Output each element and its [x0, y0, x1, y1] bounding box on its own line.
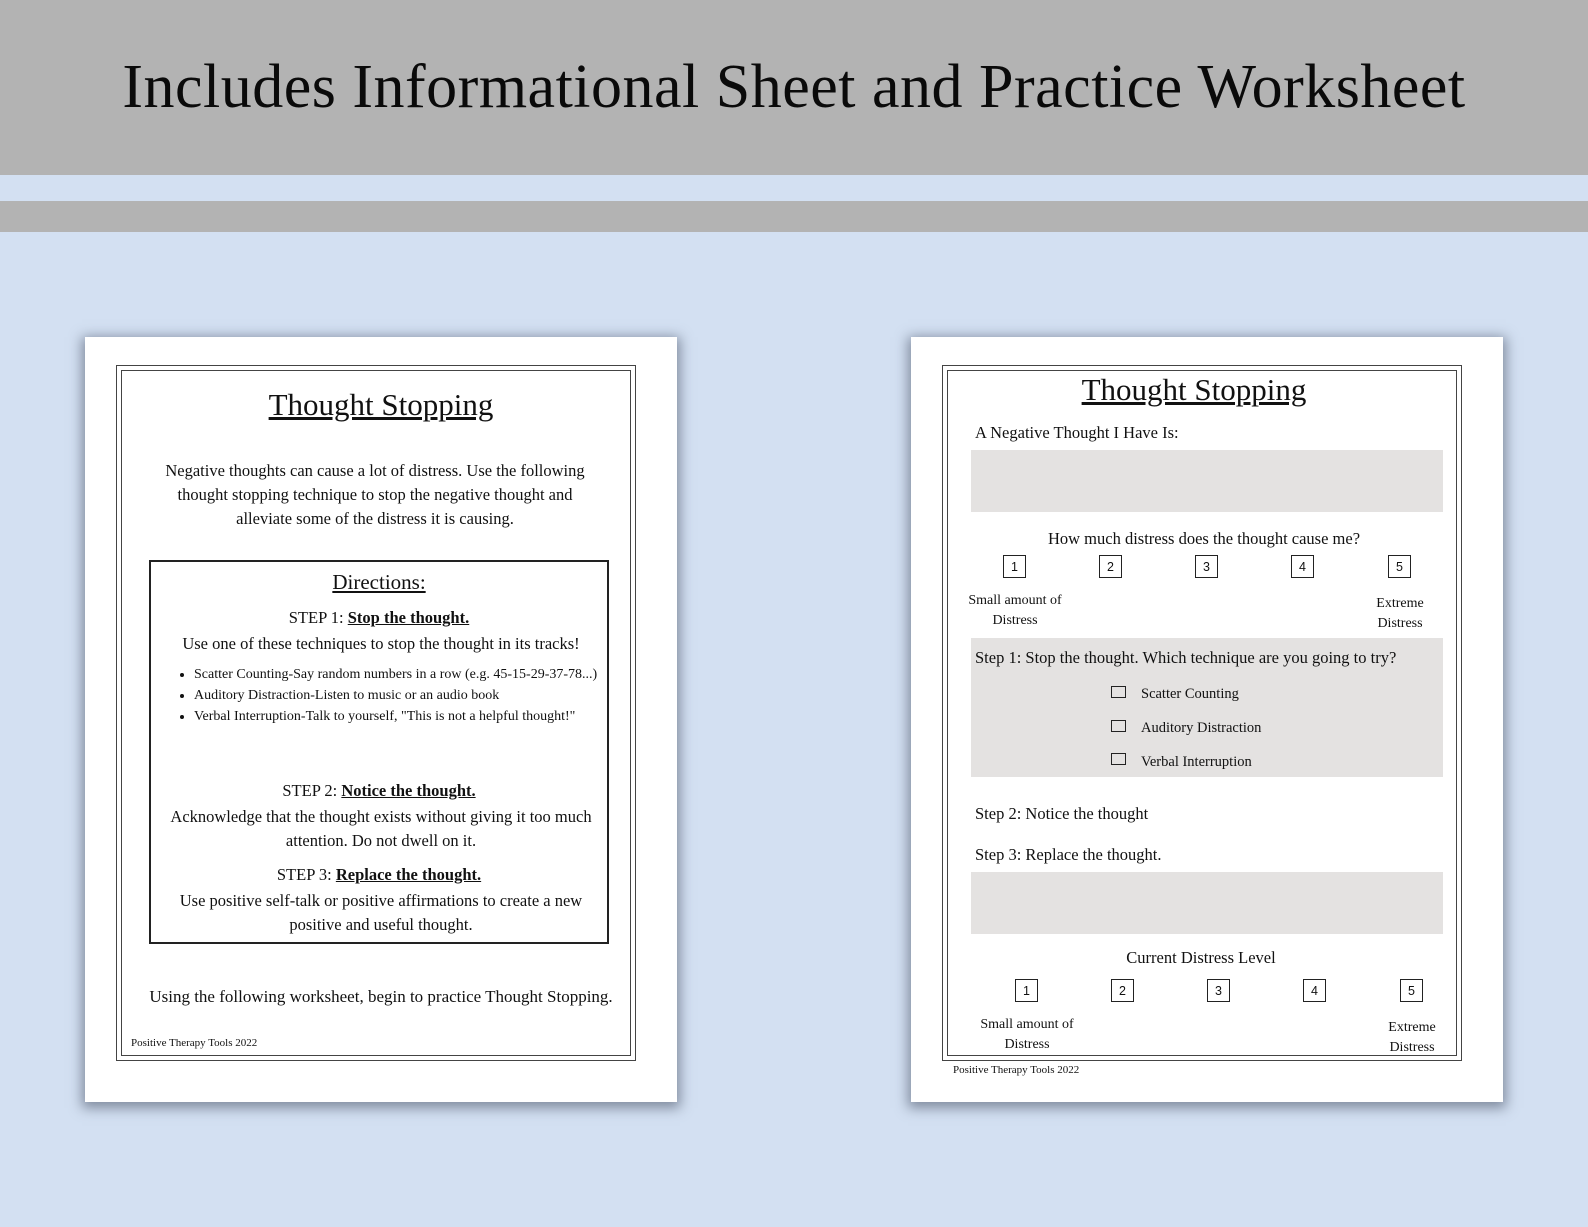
current-rating-3[interactable]: 3	[1207, 979, 1230, 1002]
current-distress-label: Current Distress Level	[1126, 948, 1276, 967]
list-item: • Verbal Interruption-Talk to yourself, "This is not a helpful thought!"	[194, 706, 614, 727]
step2-name: Notice the thought.	[341, 781, 476, 800]
step2-prefix: STEP 2:	[282, 781, 342, 800]
step2-desc: Acknowledge that the thought exists without giving it too much attention. Do not dwell on it.	[170, 807, 592, 850]
banner-stripe	[0, 201, 1588, 232]
step3-heading	[151, 865, 607, 885]
step3-desc: Use positive self-talk or positive affirmations to create a new positive and useful thought.	[179, 891, 583, 934]
step3-label: Step 3: Replace the thought.	[975, 845, 1162, 864]
checkbox-scatter-counting[interactable]	[1111, 686, 1126, 698]
technique-label: Verbal Interruption	[1141, 754, 1252, 770]
checkbox-auditory-distraction[interactable]	[1111, 720, 1126, 732]
step1-prefix: STEP 1:	[288, 608, 348, 627]
scale-high-caption: Extreme Distress	[1376, 596, 1424, 631]
scale-low-caption: Small amount of Distress	[968, 593, 1062, 628]
step2-label: Step 2: Notice the thought	[975, 804, 1149, 823]
banner	[0, 0, 1588, 175]
current-rating-1[interactable]: 1	[1015, 979, 1038, 1002]
checkbox-verbal-interruption[interactable]	[1111, 753, 1126, 765]
current-rating-4[interactable]: 4	[1303, 979, 1326, 1002]
scale-high-caption: Extreme Distress	[1388, 1020, 1436, 1055]
technique-list	[173, 664, 614, 727]
list-item: • Auditory Distraction-Listen to music or an audio book	[194, 685, 614, 706]
worksheet-footer: Positive Therapy Tools 2022	[953, 1064, 1080, 1076]
distress-rating-4[interactable]: 4	[1291, 555, 1314, 578]
scale-low-caption: Small amount of Distress	[980, 1017, 1074, 1052]
technique-label: Scatter Counting	[1141, 686, 1239, 702]
list-item: • Scatter Counting-Say random numbers in a row (e.g. 45-15-29-37-78...)	[194, 664, 614, 685]
current-rating-5[interactable]: 5	[1400, 979, 1423, 1002]
distress-rating-2[interactable]: 2	[1099, 555, 1122, 578]
step3-name: Replace the thought.	[335, 865, 482, 884]
practice-worksheet	[911, 337, 1503, 1102]
info-title: Thought Stopping	[268, 387, 494, 422]
step1-desc: Use one of these techniques to stop the thought in its tracks!	[182, 634, 580, 653]
technique-label: Auditory Distraction	[1141, 720, 1262, 736]
current-rating-2[interactable]: 2	[1111, 979, 1134, 1002]
informational-sheet	[85, 337, 677, 1102]
info-footer: Positive Therapy Tools 2022	[131, 1037, 258, 1049]
directions-heading: Directions:	[332, 570, 426, 594]
distress-question: How much distress does the thought cause me?	[1047, 529, 1361, 548]
info-intro: Negative thoughts can cause a lot of distress. Use the following thought stopping technique to stop the negative thought and alleviate some of the distress it is causing.	[165, 461, 585, 528]
distress-rating-1[interactable]: 1	[1003, 555, 1026, 578]
negative-thought-label: A Negative Thought I Have Is:	[975, 423, 1179, 442]
worksheet-title: Thought Stopping	[1081, 372, 1307, 407]
replacement-thought-field[interactable]	[971, 872, 1443, 934]
negative-thought-field[interactable]	[971, 450, 1443, 512]
step1-label: Step 1: Stop the thought. Which technique are you going to try?	[975, 648, 1397, 667]
step3-prefix: STEP 3:	[276, 865, 336, 884]
banner-title: Includes Informational Sheet and Practice Worksheet	[122, 53, 1466, 121]
directions-box	[149, 560, 609, 944]
distress-rating-5[interactable]: 5	[1388, 555, 1411, 578]
info-closing: Using the following worksheet, begin to practice Thought Stopping.	[149, 987, 613, 1006]
distress-rating-3[interactable]: 3	[1195, 555, 1218, 578]
step2-heading	[151, 781, 607, 801]
step1-heading	[151, 608, 607, 628]
step1-name: Stop the thought.	[347, 608, 470, 627]
